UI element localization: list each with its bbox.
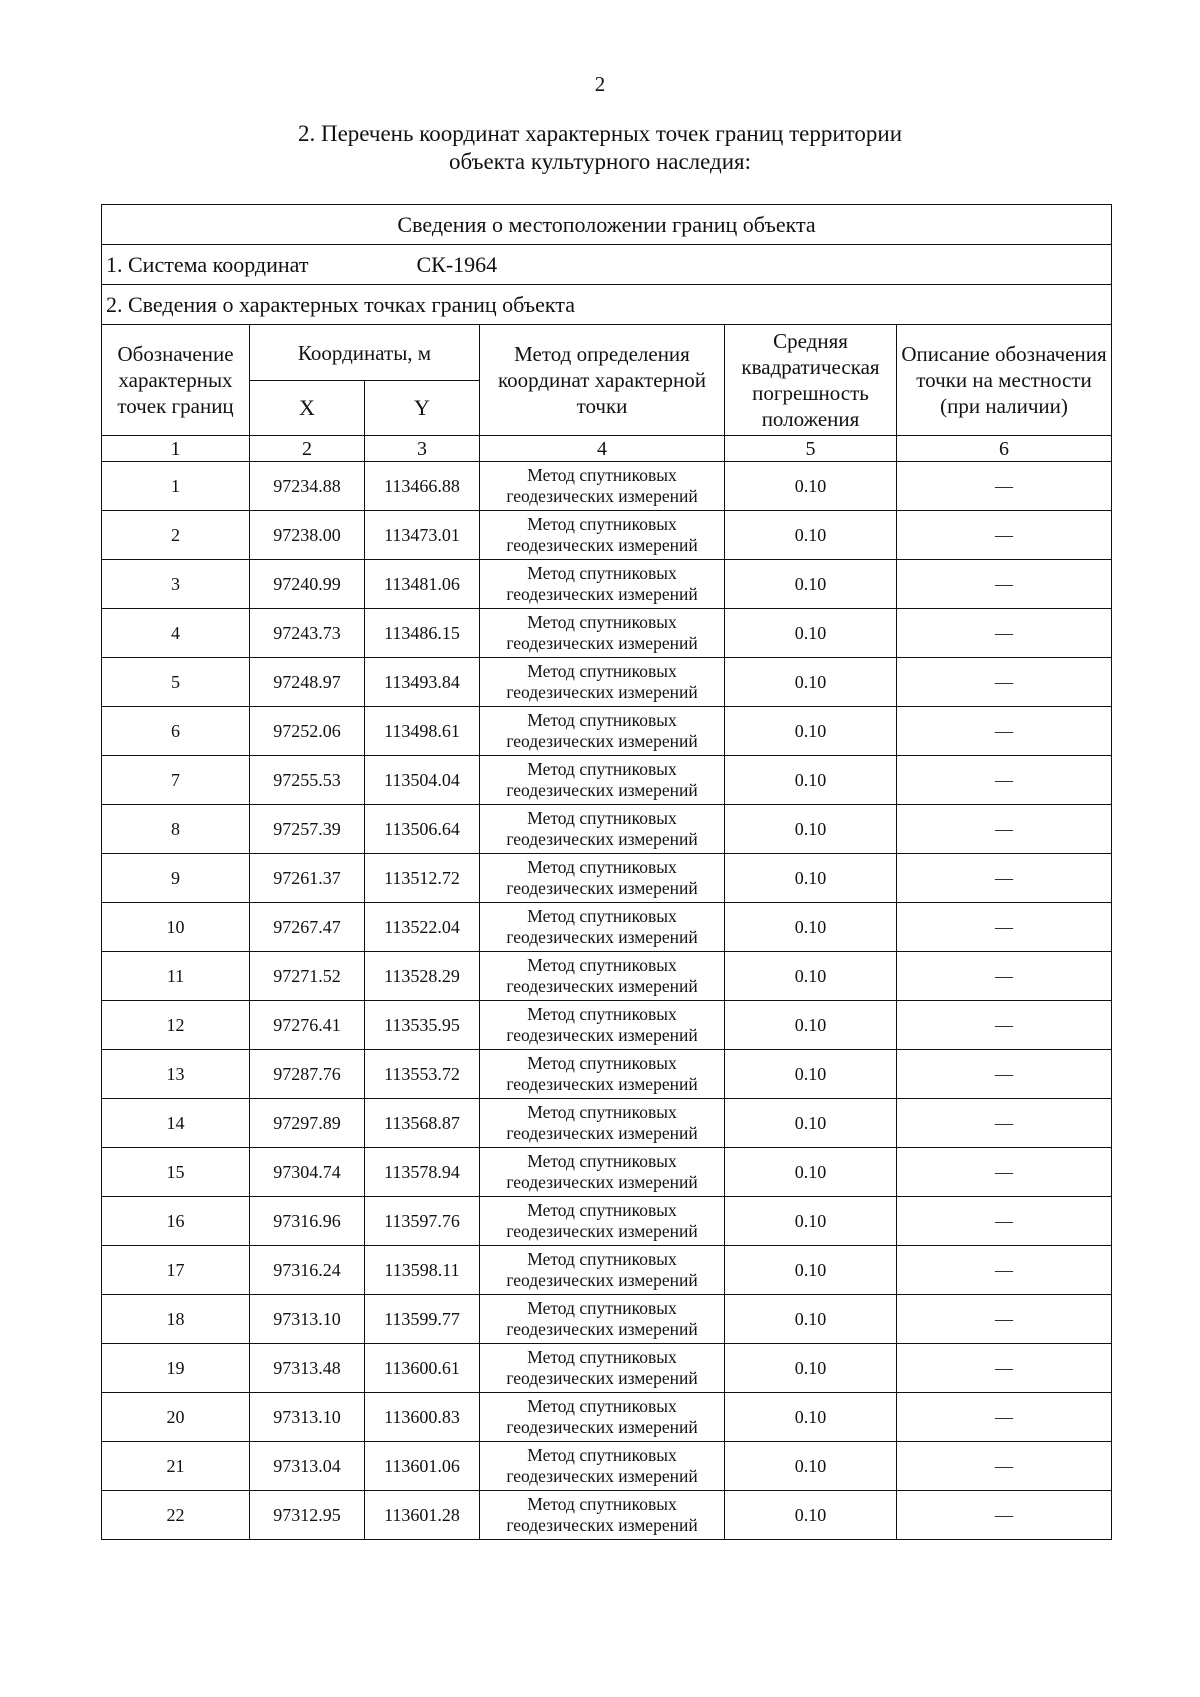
error-cell: 0.10: [725, 854, 897, 903]
y-coordinate-cell: 113600.61: [365, 1344, 480, 1393]
description-cell: —: [897, 707, 1112, 756]
x-coordinate-cell: 97276.41: [250, 1001, 365, 1050]
method-line-2: геодезических измерений: [506, 1123, 698, 1143]
point-number-cell: 12: [102, 1001, 250, 1050]
method-cell: [480, 1246, 725, 1295]
x-coordinate-cell: 97297.89: [250, 1099, 365, 1148]
description-cell: —: [897, 1148, 1112, 1197]
method-line-2: геодезических измерений: [506, 829, 698, 849]
heading-line-2: объекта культурного наследия:: [448, 149, 752, 174]
table-row: [102, 1099, 1112, 1148]
x-coordinate-cell: 97313.04: [250, 1442, 365, 1491]
method-cell: [480, 1099, 725, 1148]
method-line-2: геодезических измерений: [506, 1074, 698, 1094]
point-number-cell: 21: [102, 1442, 250, 1491]
y-coordinate-cell: 113512.72: [365, 854, 480, 903]
error-cell: 0.10: [725, 658, 897, 707]
x-coordinate-cell: 97252.06: [250, 707, 365, 756]
description-cell: —: [897, 1393, 1112, 1442]
point-number-cell: 14: [102, 1099, 250, 1148]
column-number: 3: [365, 436, 480, 462]
method-cell: [480, 1197, 725, 1246]
error-cell: 0.10: [725, 560, 897, 609]
description-cell: —: [897, 854, 1112, 903]
method-line-1: Метод спутниковых: [527, 1396, 677, 1416]
y-coordinate-cell: 113600.83: [365, 1393, 480, 1442]
method-cell: [480, 1148, 725, 1197]
method-cell: [480, 952, 725, 1001]
description-cell: —: [897, 952, 1112, 1001]
method-line-2: геодезических измерений: [506, 1025, 698, 1045]
y-coordinate-cell: 113528.29: [365, 952, 480, 1001]
error-cell: 0.10: [725, 756, 897, 805]
y-coordinate-cell: 113504.04: [365, 756, 480, 805]
description-cell: —: [897, 756, 1112, 805]
description-cell: —: [897, 1099, 1112, 1148]
method-line-1: Метод спутниковых: [527, 514, 677, 534]
description-cell: —: [897, 658, 1112, 707]
heading-line-1: 2. Перечень координат характерных точек границ территории: [297, 121, 903, 146]
method-cell: [480, 462, 725, 511]
y-coordinate-cell: 113598.11: [365, 1246, 480, 1295]
error-cell: 0.10: [725, 1099, 897, 1148]
method-line-2: геодезических измерений: [506, 1270, 698, 1290]
table-row: [102, 1246, 1112, 1295]
description-cell: —: [897, 1197, 1112, 1246]
x-coordinate-cell: 97313.10: [250, 1295, 365, 1344]
table-row: [102, 903, 1112, 952]
error-cell: 0.10: [725, 1246, 897, 1295]
y-coordinate-cell: 113473.01: [365, 511, 480, 560]
header-y: Y: [365, 381, 480, 436]
point-number-cell: 22: [102, 1491, 250, 1540]
method-cell: [480, 1393, 725, 1442]
table-row: [102, 462, 1112, 511]
point-number-cell: 18: [102, 1295, 250, 1344]
method-cell: [480, 805, 725, 854]
method-line-1: Метод спутниковых: [527, 1347, 677, 1367]
y-coordinate-cell: 113506.64: [365, 805, 480, 854]
point-number-cell: 5: [102, 658, 250, 707]
y-coordinate-cell: 113522.04: [365, 903, 480, 952]
method-line-1: Метод спутниковых: [527, 661, 677, 681]
method-line-1: Метод спутниковых: [527, 1200, 677, 1220]
method-line-2: геодезических измерений: [506, 486, 698, 506]
y-coordinate-cell: 113535.95: [365, 1001, 480, 1050]
table-title: Сведения о местоположении границ объекта: [102, 205, 1112, 245]
column-number: 1: [102, 436, 250, 462]
x-coordinate-cell: 97316.96: [250, 1197, 365, 1246]
method-line-2: геодезических измерений: [506, 1515, 698, 1535]
error-cell: 0.10: [725, 707, 897, 756]
x-coordinate-cell: 97316.24: [250, 1246, 365, 1295]
coord-system-label: 1. Система координат: [106, 251, 309, 277]
point-number-cell: 4: [102, 609, 250, 658]
x-coordinate-cell: 97238.00: [250, 511, 365, 560]
page-number: 2: [594, 72, 606, 96]
method-line-2: геодезических измерений: [506, 976, 698, 996]
x-coordinate-cell: 97267.47: [250, 903, 365, 952]
method-line-1: Метод спутниковых: [527, 1249, 677, 1269]
coord-system-value: СК-1964: [416, 251, 498, 277]
description-cell: —: [897, 462, 1112, 511]
x-coordinate-cell: 97257.39: [250, 805, 365, 854]
column-number: 4: [480, 436, 725, 462]
table-row: [102, 707, 1112, 756]
point-number-cell: 16: [102, 1197, 250, 1246]
method-line-2: геодезических измерений: [506, 584, 698, 604]
header-x: X: [250, 381, 365, 436]
method-line-1: Метод спутниковых: [527, 1004, 677, 1024]
method-line-2: геодезических измерений: [506, 1221, 698, 1241]
table-row: [102, 1344, 1112, 1393]
table-row: [102, 511, 1112, 560]
coordinates-table: [101, 204, 1112, 1540]
method-line-1: Метод спутниковых: [527, 857, 677, 877]
document-heading: [0, 120, 1200, 176]
x-coordinate-cell: 97313.48: [250, 1344, 365, 1393]
description-cell: —: [897, 511, 1112, 560]
error-cell: 0.10: [725, 952, 897, 1001]
point-number-cell: 20: [102, 1393, 250, 1442]
point-number-cell: 15: [102, 1148, 250, 1197]
y-coordinate-cell: 113578.94: [365, 1148, 480, 1197]
error-cell: 0.10: [725, 903, 897, 952]
error-cell: 0.10: [725, 805, 897, 854]
coord-system-row: [102, 245, 1112, 285]
description-cell: —: [897, 1442, 1112, 1491]
x-coordinate-cell: 97255.53: [250, 756, 365, 805]
x-coordinate-cell: 97287.76: [250, 1050, 365, 1099]
method-cell: [480, 1442, 725, 1491]
error-cell: 0.10: [725, 1344, 897, 1393]
method-line-1: Метод спутниковых: [527, 1102, 677, 1122]
column-number: 2: [250, 436, 365, 462]
column-number: 5: [725, 436, 897, 462]
x-coordinate-cell: 97312.95: [250, 1491, 365, 1540]
table-row: [102, 1197, 1112, 1246]
y-coordinate-cell: 113601.28: [365, 1491, 480, 1540]
point-number-cell: 6: [102, 707, 250, 756]
point-number-cell: 11: [102, 952, 250, 1001]
x-coordinate-cell: 97271.52: [250, 952, 365, 1001]
method-cell: [480, 511, 725, 560]
x-coordinate-cell: 97261.37: [250, 854, 365, 903]
error-cell: 0.10: [725, 609, 897, 658]
description-cell: —: [897, 805, 1112, 854]
error-cell: 0.10: [725, 1491, 897, 1540]
method-line-2: геодезических измерений: [506, 878, 698, 898]
y-coordinate-cell: 113597.76: [365, 1197, 480, 1246]
error-cell: 0.10: [725, 462, 897, 511]
description-cell: —: [897, 1295, 1112, 1344]
method-line-1: Метод спутниковых: [527, 759, 677, 779]
x-coordinate-cell: 97304.74: [250, 1148, 365, 1197]
method-line-2: геодезических измерений: [506, 1466, 698, 1486]
method-line-2: геодезических измерений: [506, 633, 698, 653]
y-coordinate-cell: 113568.87: [365, 1099, 480, 1148]
method-line-1: Метод спутниковых: [527, 710, 677, 730]
description-cell: —: [897, 1246, 1112, 1295]
method-line-1: Метод спутниковых: [527, 1053, 677, 1073]
table-row: [102, 658, 1112, 707]
table-row: [102, 1050, 1112, 1099]
error-cell: 0.10: [725, 1197, 897, 1246]
method-cell: [480, 658, 725, 707]
header-method: Метод определения координат характерной точки: [480, 325, 725, 436]
column-number: 6: [897, 436, 1112, 462]
method-line-1: Метод спутниковых: [527, 906, 677, 926]
method-line-2: геодезических измерений: [506, 535, 698, 555]
point-number-cell: 17: [102, 1246, 250, 1295]
x-coordinate-cell: 97313.10: [250, 1393, 365, 1442]
method-line-1: Метод спутниковых: [527, 955, 677, 975]
table-row: [102, 609, 1112, 658]
header-point-designation: Обозначение характерных точек границ: [102, 325, 250, 436]
method-cell: [480, 1344, 725, 1393]
method-cell: [480, 1491, 725, 1540]
method-cell: [480, 609, 725, 658]
method-line-2: геодезических измерений: [506, 682, 698, 702]
description-cell: —: [897, 560, 1112, 609]
error-cell: 0.10: [725, 1001, 897, 1050]
header-error: Средняя квадратическая погрешность положения: [725, 325, 897, 436]
table-row: [102, 952, 1112, 1001]
y-coordinate-cell: 113601.06: [365, 1442, 480, 1491]
y-coordinate-cell: 113498.61: [365, 707, 480, 756]
y-coordinate-cell: 113599.77: [365, 1295, 480, 1344]
method-line-2: геодезических измерений: [506, 927, 698, 947]
method-line-2: геодезических измерений: [506, 780, 698, 800]
point-number-cell: 8: [102, 805, 250, 854]
method-cell: [480, 756, 725, 805]
point-number-cell: 9: [102, 854, 250, 903]
header-description: Описание обозначения точки на местности (при наличии): [897, 325, 1112, 436]
description-cell: —: [897, 903, 1112, 952]
points-section-title: 2. Сведения о характерных точках границ объекта: [102, 285, 1112, 325]
table-row: [102, 1442, 1112, 1491]
error-cell: 0.10: [725, 1442, 897, 1491]
method-cell: [480, 560, 725, 609]
header-coordinates: Координаты, м: [250, 325, 480, 381]
error-cell: 0.10: [725, 1393, 897, 1442]
table-row: [102, 1491, 1112, 1540]
method-line-1: Метод спутниковых: [527, 1151, 677, 1171]
method-cell: [480, 707, 725, 756]
method-cell: [480, 1001, 725, 1050]
description-cell: —: [897, 1491, 1112, 1540]
method-line-1: Метод спутниковых: [527, 563, 677, 583]
table-row: [102, 854, 1112, 903]
method-line-1: Метод спутниковых: [527, 808, 677, 828]
method-line-1: Метод спутниковых: [527, 1298, 677, 1318]
table-row: [102, 1148, 1112, 1197]
point-number-cell: 13: [102, 1050, 250, 1099]
y-coordinate-cell: 113486.15: [365, 609, 480, 658]
table-row: [102, 1393, 1112, 1442]
table-row: [102, 805, 1112, 854]
x-coordinate-cell: 97240.99: [250, 560, 365, 609]
error-cell: 0.10: [725, 1050, 897, 1099]
method-line-1: Метод спутниковых: [527, 1445, 677, 1465]
description-cell: —: [897, 1344, 1112, 1393]
description-cell: —: [897, 609, 1112, 658]
x-coordinate-cell: 97248.97: [250, 658, 365, 707]
method-cell: [480, 854, 725, 903]
point-number-cell: 3: [102, 560, 250, 609]
y-coordinate-cell: 113466.88: [365, 462, 480, 511]
error-cell: 0.10: [725, 1148, 897, 1197]
method-cell: [480, 1050, 725, 1099]
method-cell: [480, 903, 725, 952]
description-cell: —: [897, 1001, 1112, 1050]
x-coordinate-cell: 97234.88: [250, 462, 365, 511]
method-line-1: Метод спутниковых: [527, 612, 677, 632]
y-coordinate-cell: 113493.84: [365, 658, 480, 707]
column-number-row: [102, 436, 1112, 462]
point-number-cell: 19: [102, 1344, 250, 1393]
table-row: [102, 1001, 1112, 1050]
method-line-2: геодезических измерений: [506, 1172, 698, 1192]
table-row: [102, 756, 1112, 805]
y-coordinate-cell: 113481.06: [365, 560, 480, 609]
method-line-2: геодезических измерений: [506, 731, 698, 751]
table-row: [102, 1295, 1112, 1344]
description-cell: —: [897, 1050, 1112, 1099]
point-number-cell: 7: [102, 756, 250, 805]
error-cell: 0.10: [725, 511, 897, 560]
method-line-2: геодезических измерений: [506, 1319, 698, 1339]
method-line-2: геодезических измерений: [506, 1368, 698, 1388]
point-number-cell: 10: [102, 903, 250, 952]
table-row: [102, 560, 1112, 609]
method-line-2: геодезических измерений: [506, 1417, 698, 1437]
method-line-1: Метод спутниковых: [527, 465, 677, 485]
x-coordinate-cell: 97243.73: [250, 609, 365, 658]
method-cell: [480, 1295, 725, 1344]
point-number-cell: 1: [102, 462, 250, 511]
method-line-1: Метод спутниковых: [527, 1494, 677, 1514]
error-cell: 0.10: [725, 1295, 897, 1344]
point-number-cell: 2: [102, 511, 250, 560]
y-coordinate-cell: 113553.72: [365, 1050, 480, 1099]
